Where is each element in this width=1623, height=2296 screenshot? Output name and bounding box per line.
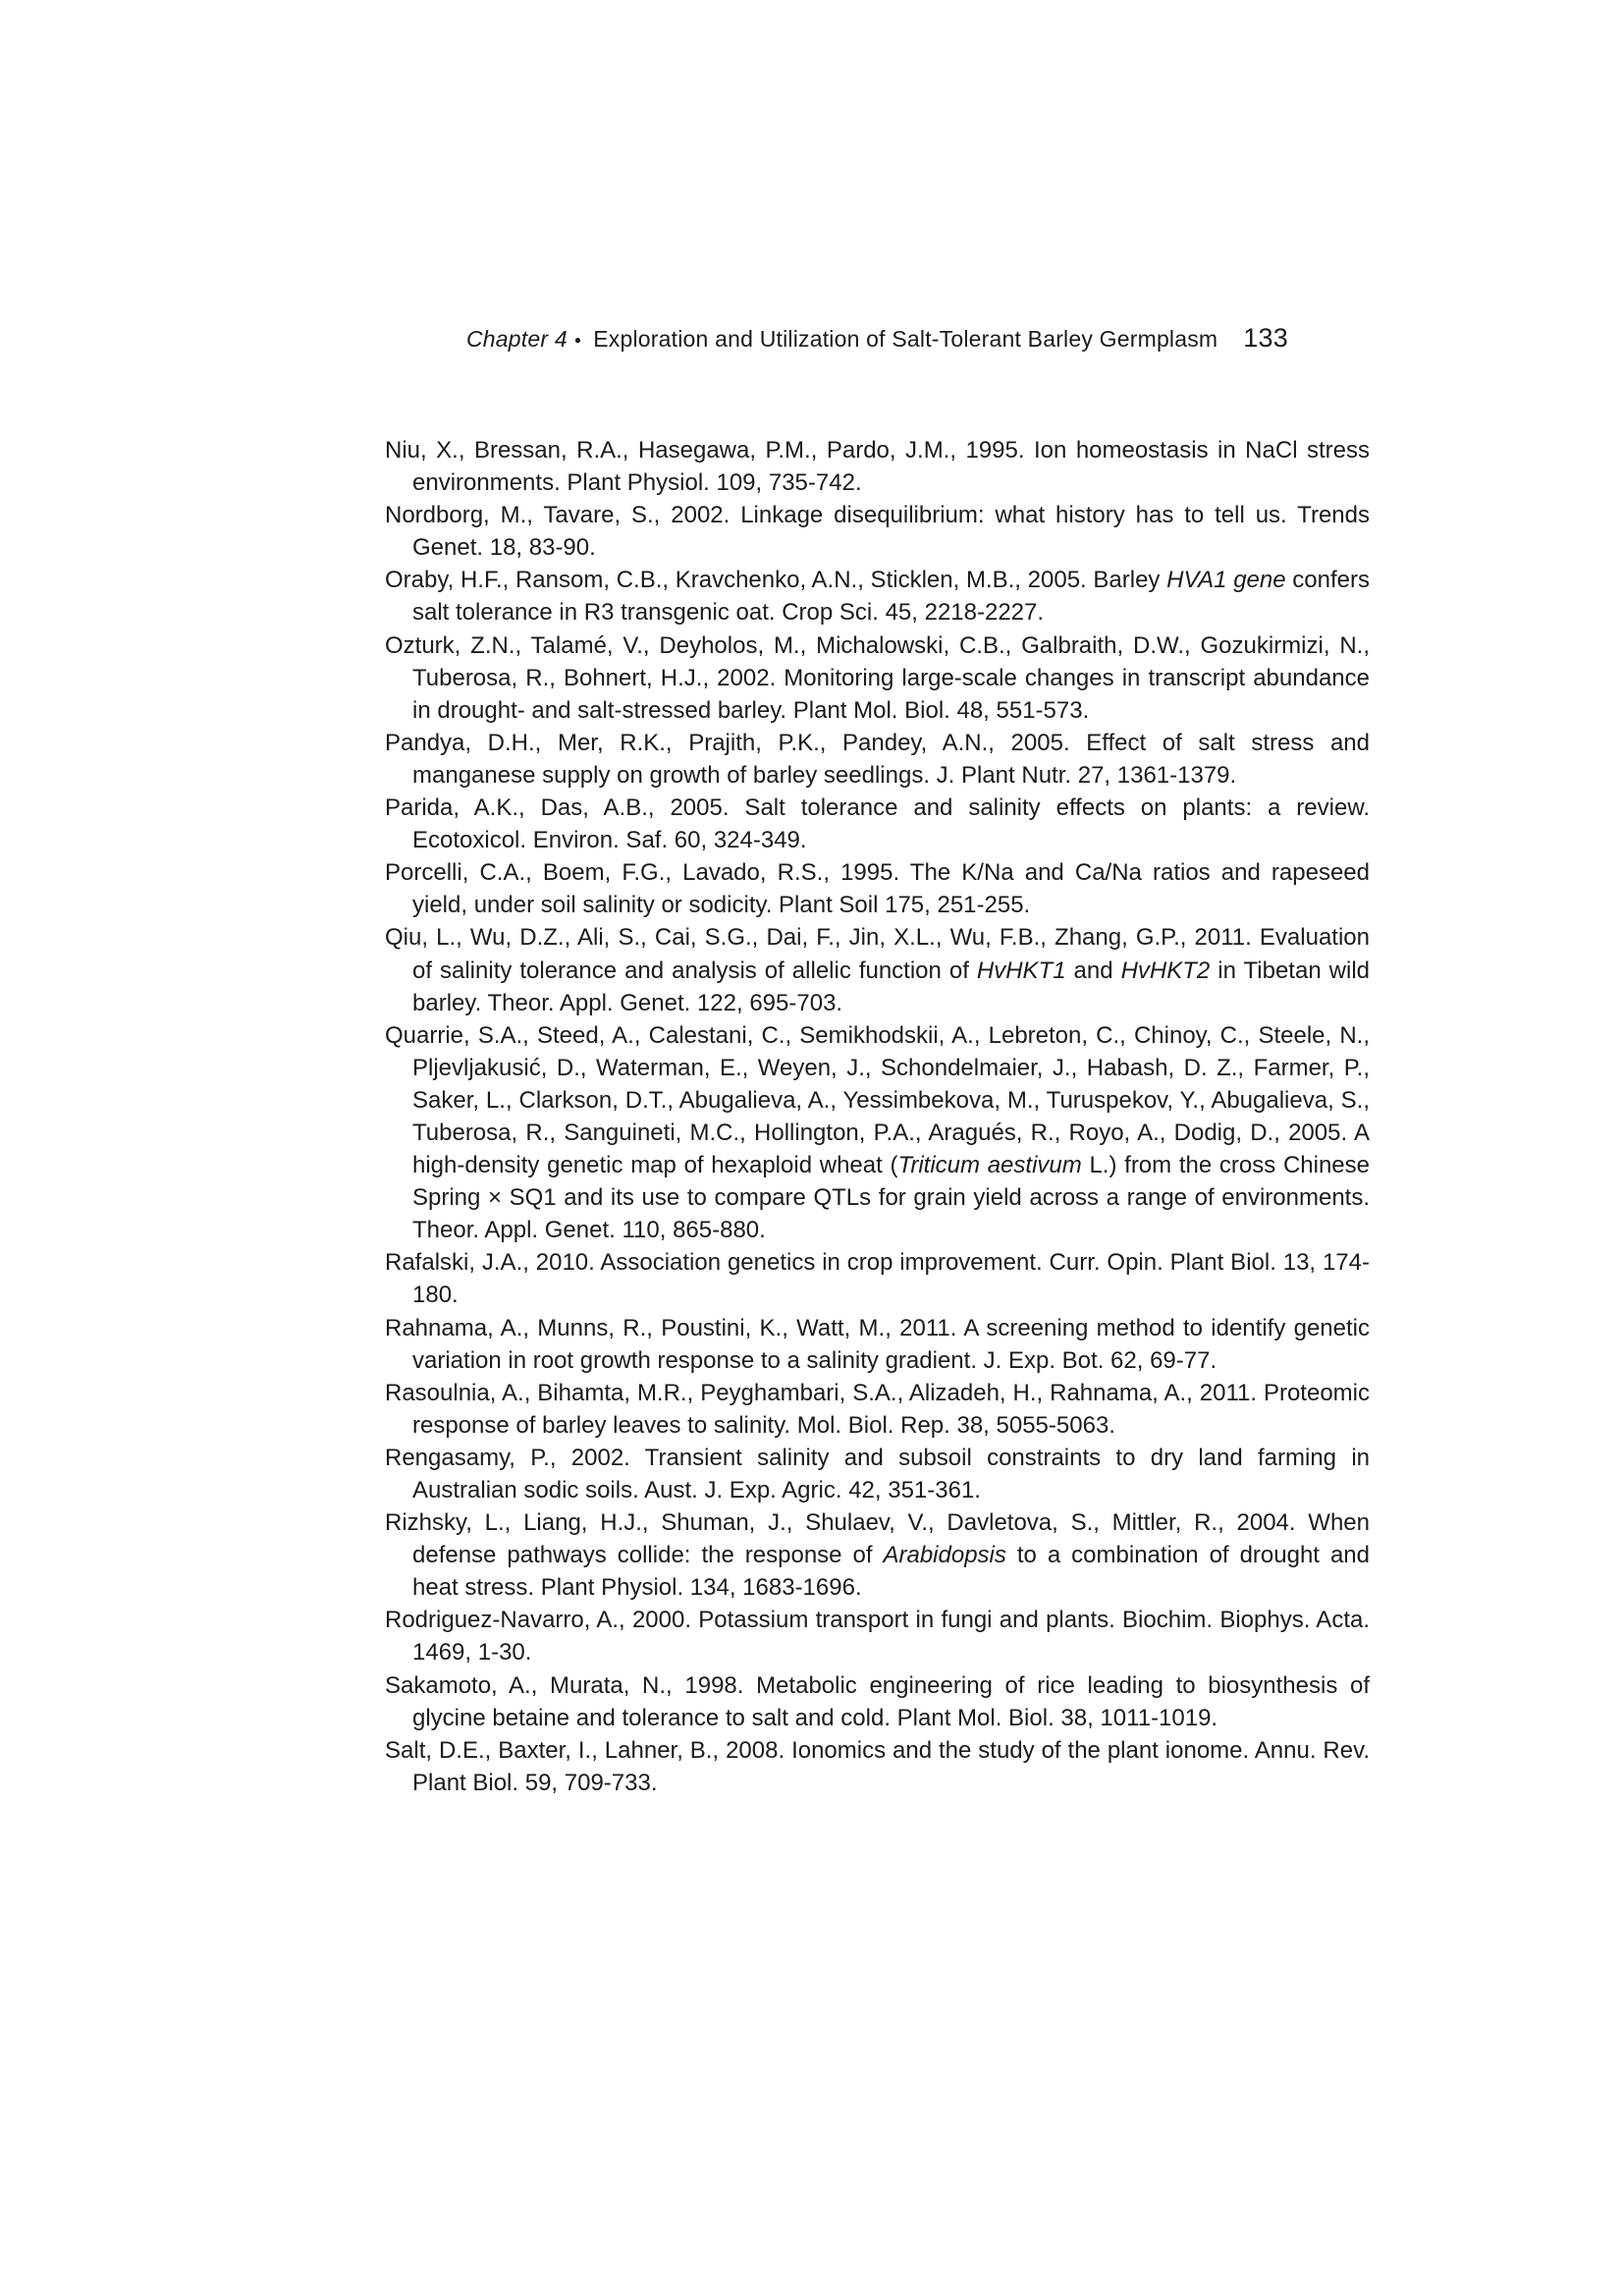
reference-entry [385,1312,1370,1377]
reference-text-segment: Rengasamy, P., 2002. Transient salinity and subsoil constraints to dry land farming in Australian sodic soils. Aust. J. Exp. Agric. 42, 351-361. [385,1444,1370,1503]
running-header [466,323,1288,354]
reference-entry [385,1442,1370,1506]
reference-italic-segment: HvHKT2 [1120,957,1211,984]
reference-text-segment: Sakamoto, A., Murata, N., 1998. Metabolic engineering of rice leading to biosynthesis of glycine betaine and tolerance to salt and cold. Plant Mol. Biol. 38, 1011-1019. [385,1671,1370,1731]
reference-entry [385,564,1370,629]
reference-text-segment: Oraby, H.F., Ransom, C.B., Kravchenko, A.N., Sticklen, M.B., 2005. Barley [385,567,1167,594]
reference-text-segment: L.) from the cross Chinese Spring × SQ1 and its use to compare QTLs for grain yield across a range of environments. Theor. Appl. Genet. 110, 865-880. [412,1152,1370,1244]
reference-italic-segment: Arabidopsis [883,1542,1006,1569]
reference-entry [385,1669,1370,1734]
reference-entry [385,1377,1370,1442]
reference-entry [385,1734,1370,1799]
chapter-label: Chapter 4 [466,326,568,352]
reference-entry [385,921,1370,1018]
reference-text-segment: Porcelli, C.A., Boem, F.G., Lavado, R.S., 1995. The K/Na and Ca/Na ratios and rapeseed yield, under soil salinity or sodicity. Plant Soil 175, 251-255. [385,859,1370,919]
reference-text-segment: Qiu, L., Wu, D.Z., Ali, S., Cai, S.G., Dai, F., Jin, X.L., Wu, F.B., Zhang, G.P., 2011. Evaluation of salinity tolerance and analysis of allelic function of [385,924,1370,984]
reference-text-segment: Quarrie, S.A., Steed, A., Calestani, C., Semikhodskii, A., Lebreton, C., Chinoy, C., Steele, N., Pljevljakusić, D., Waterman, E., Weyen, J., Schondelmaier, J., Habash, D. Z., Farmer, P., Saker, L., Clarkson, D.T., Abugalieva, A., Yessimbekova, M., Turuspekov, Y., Abugalieva, S., Tuberosa, R., Sanguineti, M.C., Hollington, P.A., Aragués, R., Royo, A., Dodig, D., 2005. A high-density genetic map of hexaploid wheat ( [385,1021,1370,1179]
reference-entry [385,434,1370,499]
reference-italic-segment: Triticum aestivum [897,1152,1082,1179]
reference-text-segment: and [1065,957,1121,984]
reference-italic-segment: HVA1 gene [1166,567,1286,594]
reference-text-segment: Rahnama, A., Munns, R., Poustini, K., Watt, M., 2011. A screening method to identify genetic variation in root growth response to a salinity gradient. J. Exp. Bot. 62, 69-77. [385,1314,1370,1374]
reference-entry [385,792,1370,856]
reference-entry [385,499,1370,564]
reference-entry [385,1604,1370,1668]
reference-text-segment: Niu, X., Bressan, R.A., Hasegawa, P.M., Pardo, J.M., 1995. Ion homeostasis in NaCl stress environments. Plant Physiol. 109, 735-742. [385,437,1370,497]
reference-entry [385,727,1370,792]
reference-text-segment: Rodriguez-Navarro, A., 2000. Potassium transport in fungi and plants. Biochim. Biophys. Acta. 1469, 1-30. [385,1607,1370,1667]
page-number: 133 [1243,323,1288,353]
reference-text-segment: Pandya, D.H., Mer, R.K., Prajith, P.K., Pandey, A.N., 2005. Effect of salt stress and manganese supply on growth of barley seedlings. J. Plant Nutr. 27, 1361-1379. [385,729,1370,789]
reference-entry [385,1019,1370,1247]
reference-text-segment: Salt, D.E., Baxter, I., Lahner, B., 2008. Ionomics and the study of the plant ionome. Annu. Rev. Plant Biol. 59, 709-733. [385,1736,1370,1796]
reference-text-segment: Parida, A.K., Das, A.B., 2005. Salt tolerance and salinity effects on plants: a review. Ecotoxicol. Environ. Saf. 60, 324-349. [385,794,1370,854]
reference-text-segment: confers salt tolerance in R3 transgenic oat. Crop Sci. 45, 2218-2227. [412,567,1371,627]
reference-italic-segment: HvHKT1 [976,957,1066,984]
reference-entry [385,629,1370,727]
references-list [385,434,1370,1799]
reference-text-segment: to a combination of drought and heat stress. Plant Physiol. 134, 1683-1696. [412,1542,1370,1602]
reference-entry [385,856,1370,921]
reference-text-segment: Rafalski, J.A., 2010. Association genetics in crop improvement. Curr. Opin. Plant Biol. 13, 174-180. [385,1249,1370,1309]
reference-text-segment: Rizhsky, L., Liang, H.J., Shuman, J., Shulaev, V., Davletova, S., Mittler, R., 2004. When defense pathways collide: the response of [385,1509,1370,1569]
reference-text-segment: in Tibetan wild barley. Theor. Appl. Genet. 122, 695-703. [412,957,1370,1016]
reference-text-segment: Rasoulnia, A., Bihamta, M.R., Peyghambari, S.A., Alizadeh, H., Rahnama, A., 2011. Proteomic response of barley leaves to salinity. Mol. Biol. Rep. 38, 5055-5063. [385,1379,1370,1439]
reference-text-segment: Ozturk, Z.N., Talamé, V., Deyholos, M., Michalowski, C.B., Galbraith, D.W., Gozukirmizi, N., Tuberosa, R., Bohnert, H.J., 2002. Monitoring large-scale changes in transcript abundance in drought- and salt-stressed barley. Plant Mol. Biol. 48, 551-573. [385,631,1370,724]
reference-text-segment: Nordborg, M., Tavare, S., 2002. Linkage disequilibrium: what history has to tell us. Trends Genet. 18, 83-90. [385,502,1370,562]
bullet-separator-icon: ● [573,332,582,347]
reference-entry [385,1506,1370,1604]
chapter-title: Exploration and Utilization of Salt-Tolerant Barley Germplasm [593,326,1218,352]
reference-entry [385,1246,1370,1311]
